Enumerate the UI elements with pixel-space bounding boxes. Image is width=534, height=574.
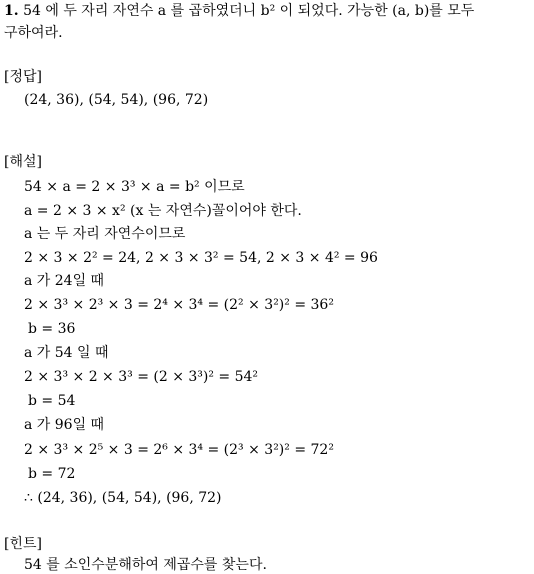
problem-text-line-1: 54 에 두 자리 자연수 a 를 곱하였더니 b² 이 되었다. 가능한 (a, b)를 모두	[23, 3, 475, 19]
solution-line-12: 2 × 3³ × 2⁵ × 3 = 2⁶ × 3⁴ = (2³ × 3²)² = 72²	[24, 442, 334, 458]
solution-line-2: a = 2 × 3 × x² (x 는 자연수)꼴이어야 한다.	[24, 203, 302, 219]
solution-line-13: b = 72	[28, 466, 76, 482]
solution-line-10: b = 54	[28, 393, 76, 409]
solution-line-4: 2 × 3 × 2² = 24, 2 × 3 × 3² = 54, 2 × 3 × 4² = 96	[24, 250, 378, 266]
solution-line-8: a 가 54 일 때	[24, 345, 109, 361]
solution-line-5: a 가 24일 때	[24, 273, 105, 289]
solution-line-14: ∴ (24, 36), (54, 54), (96, 72)	[24, 490, 222, 506]
answer-header: [정답]	[4, 69, 42, 85]
solution-line-1: 54 × a = 2 × 3³ × a = b² 이므로	[24, 179, 245, 195]
solution-line-7: b = 36	[28, 321, 76, 337]
problem-number: 1.	[4, 3, 19, 19]
answer-text: (24, 36), (54, 54), (96, 72)	[24, 92, 209, 108]
solution-line-11: a 가 96일 때	[24, 417, 105, 433]
solution-line-9: 2 × 3³ × 2 × 3³ = (2 × 3³)² = 54²	[24, 369, 259, 385]
solution-line-3: a 는 두 자리 자연수이므로	[24, 226, 186, 242]
problem-line-1	[4, 4, 474, 18]
hint-header: [힌트]	[4, 536, 42, 552]
hint-text: 54 를 소인수분해하여 제곱수를 찾는다.	[24, 557, 267, 573]
problem-line-2: 구하여라.	[4, 25, 63, 41]
solution-header: [해설]	[4, 154, 42, 170]
solution-line-6: 2 × 3³ × 2³ × 3 = 2⁴ × 3⁴ = (2² × 3²)² = 36²	[24, 297, 334, 313]
